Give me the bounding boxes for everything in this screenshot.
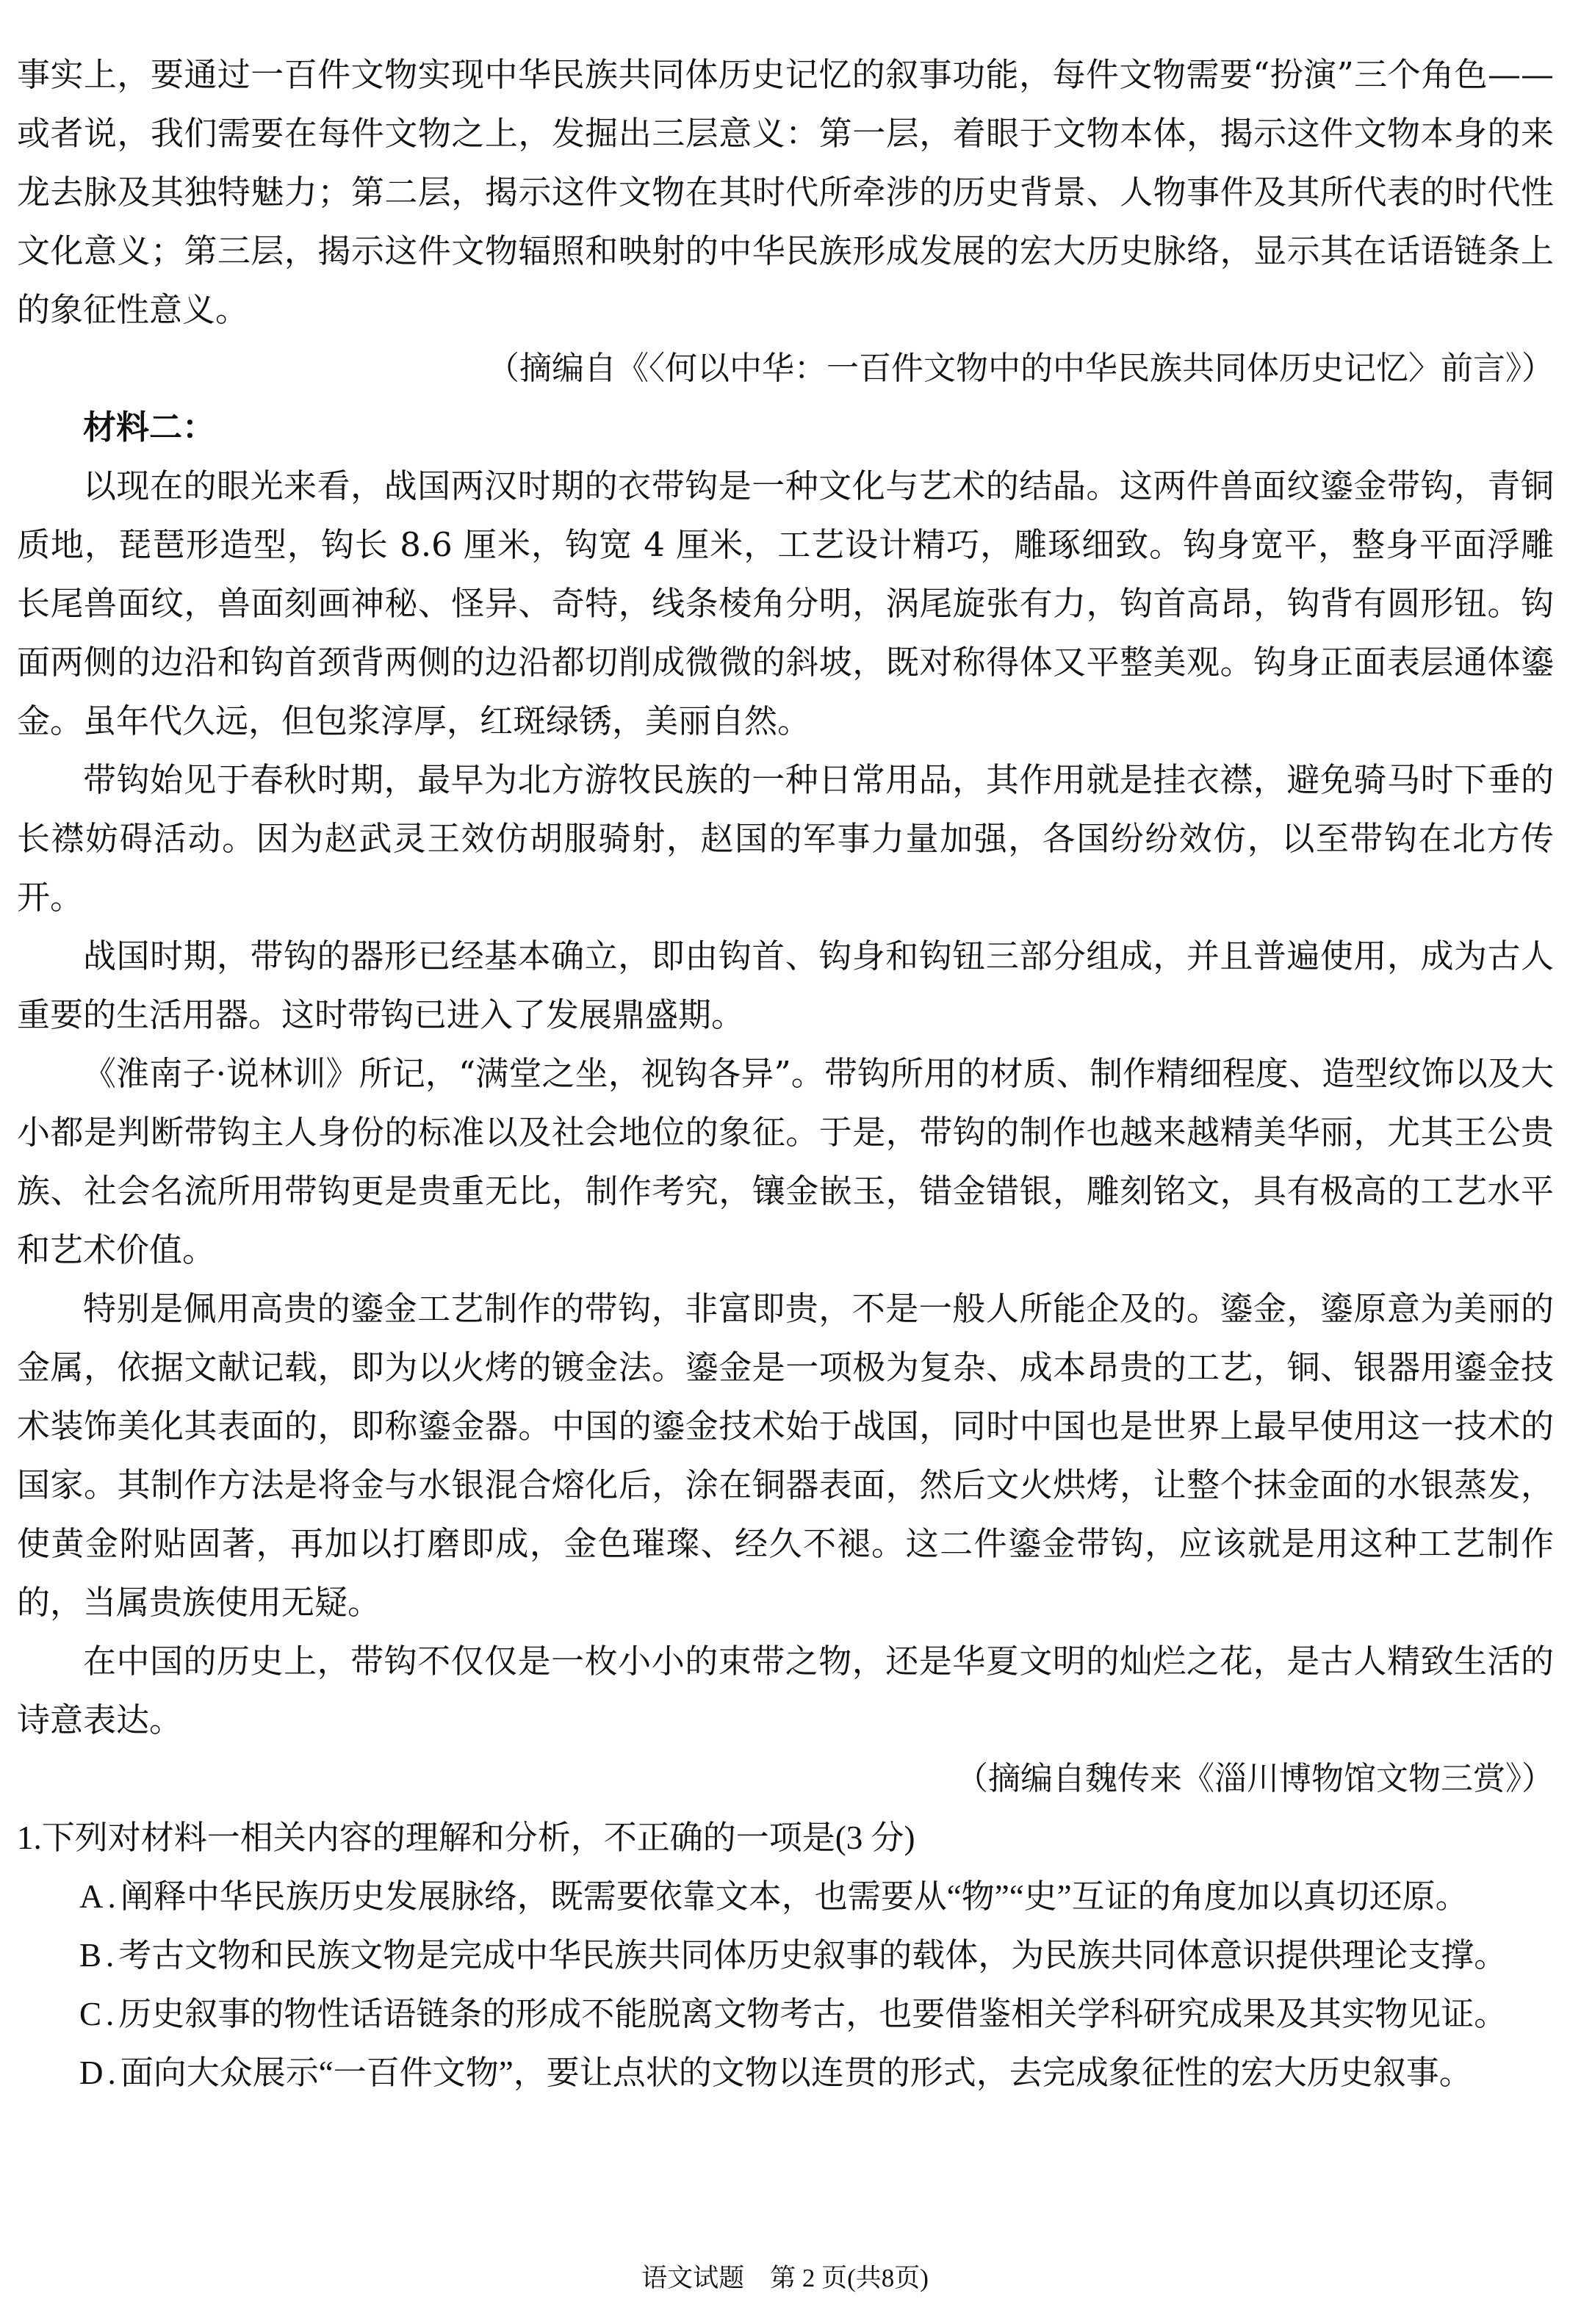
material-two: [17, 398, 1554, 1808]
option-text: 面向大众展示“一百件文物”，要让点状的文物以连贯的形式，去完成象征性的宏大历史叙事。: [120, 2054, 1472, 2091]
question-one-options: [17, 1867, 1554, 2102]
passage-paragraph: 特别是佩用高贵的鎏金工艺制作的带钩，非富即贵，不是一般人所能企及的。鎏金，鎏原意为美丽的金属，依据文献记载，即为以火烤的镀金法。鎏金是一项极为复杂、成本昂贵的工艺，铜、银器用鎏金技术装饰美化其表面的，即称鎏金器。中国的鎏金技术始于战国，同时中国也是世界上最早使用这一技术的国家。其制作方法是将金与水银混合熔化后，涂在铜器表面，然后文火烘烤，让整个抹金面的水银蒸发，使黄金附贴固著，再加以打磨即成，金色璀璨、经久不褪。这二件鎏金带钩，应该就是用这种工艺制作的，当属贵族使用无疑。: [17, 1289, 1554, 1622]
passage-paragraph: 以现在的眼光来看，战国两汉时期的衣带钩是一种文化与艺术的结晶。这两件兽面纹鎏金带钩，青铜质地，琵琶形造型，钩长 8.6 厘米，钩宽 4 厘米，工艺设计精巧，雕琢细致。钩身宽平，整身平面浮雕长尾兽面纹，兽面刻画神秘、怪异、奇特，线条棱角分明，涡尾旋张有力，钩首高昂，钩背有圆形钮。钩面两侧的边沿和钩首颈背两侧的边沿都切削成微微的斜坡，既对称得体又平整美观。钩身正面表层通体鎏金。虽年代久远，但包浆淳厚，红斑绿锈，美丽自然。: [17, 466, 1554, 740]
material-two-attribution: （摘编自魏传来《淄川博物馆文物三赏》）: [956, 1760, 1554, 1797]
option-text: 阐释中华民族历史发展脉络，既需要依靠文本，也需要从“物”“史”互证的角度加以真切还原。: [120, 1878, 1469, 1915]
passage-paragraph: 带钩始见于春秋时期，最早为北方游牧民族的一种日常用品，其作用就是挂衣襟，避免骑马时下垂的长襟妨碍活动。因为赵武灵王效仿胡服骑射，赵国的军事力量加强，各国纷纷效仿，以至带钩在北方传开。: [17, 760, 1554, 917]
answer-option: [79, 1867, 1554, 1926]
material-one-ending: [17, 46, 1554, 398]
passage-paragraph: 战国时期，带钩的器形已经基本确立，即由钩首、钩身和钩钮三部分组成，并且普遍使用，成为古人重要的生活用器。这时带钩已进入了发展鼎盛期。: [17, 937, 1554, 1034]
material-one-continuation-paragraph: 事实上，要通过一百件文物实现中华民族共同体历史记忆的叙事功能，每件文物需要“扮演”三个角色——或者说，我们需要在每件文物之上，发掘出三层意义：第一层，着眼于文物本体，揭示这件文物本身的来龙去脉及其独特魅力；第二层，揭示这件文物在其时代所牵涉的历史背景、人物事件及其所代表的时代性文化意义；第三层，揭示这件文物辐照和映射的中华民族形成发展的宏大历史脉络，显示其在话语链条上的象征性意义。: [17, 55, 1554, 329]
material-one-attribution: （摘编自《〈何以中华：一百件文物中的中华民族共同体历史记忆〉前言》）: [487, 350, 1554, 387]
question-one-stem: 1.下列对材料一相关内容的理解和分析，不正确的一项是(3 分): [17, 1819, 915, 1856]
page-footer: 语文试题 第 2 页(共8页): [641, 2264, 929, 2292]
page-content: [17, 46, 1554, 2324]
question-one: [17, 1808, 1554, 2102]
material-two-heading: 材料二：: [83, 408, 216, 447]
option-label: A.: [79, 1878, 120, 1915]
material-two-paragraphs: [17, 457, 1554, 1750]
answer-option: [79, 1985, 1554, 2043]
option-label: B.: [79, 1937, 119, 1974]
option-text: 考古文物和民族文物是完成中华民族共同体历史叙事的载体，为民族共同体意识提供理论支撑。: [118, 1937, 1508, 1974]
passage-paragraph: 《淮南子·说林训》所记，“满堂之坐，视钩各异”。带钩所用的材质、制作精细程度、造型纹饰以及大小都是判断带钩主人身份的标准以及社会地位的象征。于是，带钩的制作也越来越精美华丽，尤其王公贵族、社会名流所用带钩更是贵重无比，制作考究，镶金嵌玉，错金错银，雕刻铭文，具有极高的工艺水平和艺术价值。: [17, 1054, 1554, 1269]
answer-option: [79, 2043, 1554, 2102]
option-label: D.: [79, 2054, 120, 2091]
passage-paragraph: 在中国的历史上，带钩不仅仅是一枚小小的束带之物，还是华夏文明的灿烂之花，是古人精致生活的诗意表达。: [17, 1642, 1554, 1739]
answer-option: [79, 1926, 1554, 1985]
option-text: 历史叙事的物性话语链条的形成不能脱离文物考古，也要借鉴相关学科研究成果及其实物见证。: [118, 1996, 1508, 2032]
option-label: C.: [79, 1996, 119, 2032]
